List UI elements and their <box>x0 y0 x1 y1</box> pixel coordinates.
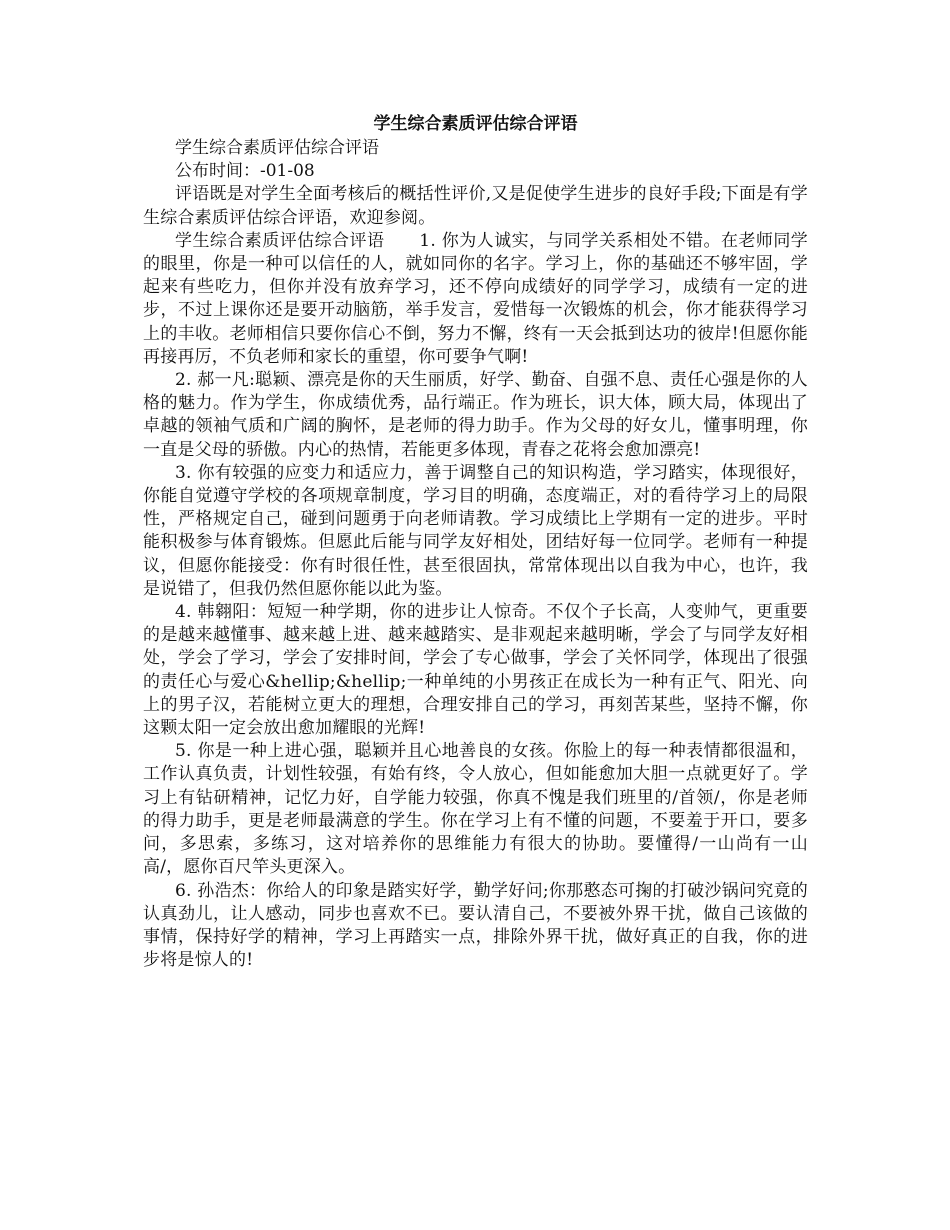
comment-paragraph-5: 5. 你是一种上进心强，聪颖并且心地善良的女孩。你脸上的每一种表情都很温和，工作认真负责，计划性较强，有始有终，令人放心，但如能愈加大胆一点就更好了。学习上有钻研精神，记忆力好，自学能力较强，你真不愧是我们班里的/首领/，你是老师的得力助手，更是老师最满意的学生。你在学习上有不懂的问题，不要羞于开口，要多问，多思索，多练习，这对培养你的思维能力有很大的协助。要懂得/一山尚有一山高/，愿你百尺竿头更深入。 <box>143 741 808 878</box>
document-title: 学生综合素质评估综合评语 <box>373 114 578 134</box>
intro-paragraph: 评语既是对学生全面考核后的概括性评价,又是促使学生进步的良好手段;下面是有学生综合素质评估综合评语，欢迎参阅。 <box>143 184 808 228</box>
comment-paragraph-2: 2. 郝一凡:聪颖、漂亮是你的天生丽质，好学、勤奋、自强不息、责任心强是你的人格的魅力。作为学生，你成绩优秀，品行端正。作为班长，识大体，顾大局，体现出了卓越的领袖气质和广阔的胸怀，是老师的得力助手。作为父母的好女儿，懂事明理，你一直是父母的骄傲。内心的热情，若能更多体现，青春之花将会愈加漂亮! <box>143 370 808 460</box>
document-subtitle: 学生综合素质评估综合评语 <box>175 138 379 158</box>
publish-time: 公布时间：-01-08 <box>175 161 315 182</box>
comment-paragraph-6: 6. 孙浩杰：你给人的印象是踏实好学，勤学好问;你那憨态可掬的打破沙锅问究竟的认真劲儿，让人感动，同步也喜欢不已。要认清自己，不要被外界干扰，做自己该做的事情，保持好学的精神，学习上再踏实一点，排除外界干扰，做好真正的自我，你的进步将是惊人的! <box>143 880 808 971</box>
comment-paragraph-1: 学生综合素质评估综合评语 1. 你为人诚实，与同学关系相处不错。在老师同学的眼里，你是一种可以信任的人，就如同你的名字。学习上，你的基础还不够牢固，学起来有些吃力，但你并没有放弃学习，还不停向成绩好的同学学习，成绩有一定的进步，不过上课你还是要开动脑筋，举手发言，爱惜每一次锻炼的机会，你才能获得学习上的丰收。老师相信只要你信心不倒，努力不懈，终有一天会抵到达功的彼岸!但愿你能再接再厉，不负老师和家长的重望，你可要争气啊! <box>143 230 808 367</box>
document-page <box>143 112 808 972</box>
comment-paragraph-4: 4. 韩翱阳：短短一种学期，你的进步让人惊奇。不仅个子长高，人变帅气，更重要的是越来越懂事、越来越上进、越来越踏实、是非观起来越明晰，学会了与同学友好相处，学会了学习，学会了安排时间，学会了专心做事，学会了关怀同学，体现出了很强的责任心与爱心&hellip;&hellip;一种单纯的小男孩正在成长为一种有正气、阳光、向上的男子汉，若能树立更大的理想，合理安排自己的学习，再刻苦某些，坚持不懈，你这颗太阳一定会放出愈加耀眼的光辉! <box>143 602 808 739</box>
comment-paragraph-3: 3. 你有较强的应变力和适应力，善于调整自己的知识构造，学习踏实，体现很好，你能自觉遵守学校的各项规章制度，学习目的明确，态度端正，对的看待学习上的局限性，严格规定自己，碰到问题勇于向老师请教。学习成绩比上学期有一定的进步。平时能积极参与体育锻炼。但愿此后能与同学友好相处，团结好每一位同学。老师有一种提议，但愿你能接受：你有时很任性，甚至很固执，常常体现出以自我为中心，也许，我是说错了，但我仍然但愿你能以此为鉴。 <box>143 462 808 599</box>
